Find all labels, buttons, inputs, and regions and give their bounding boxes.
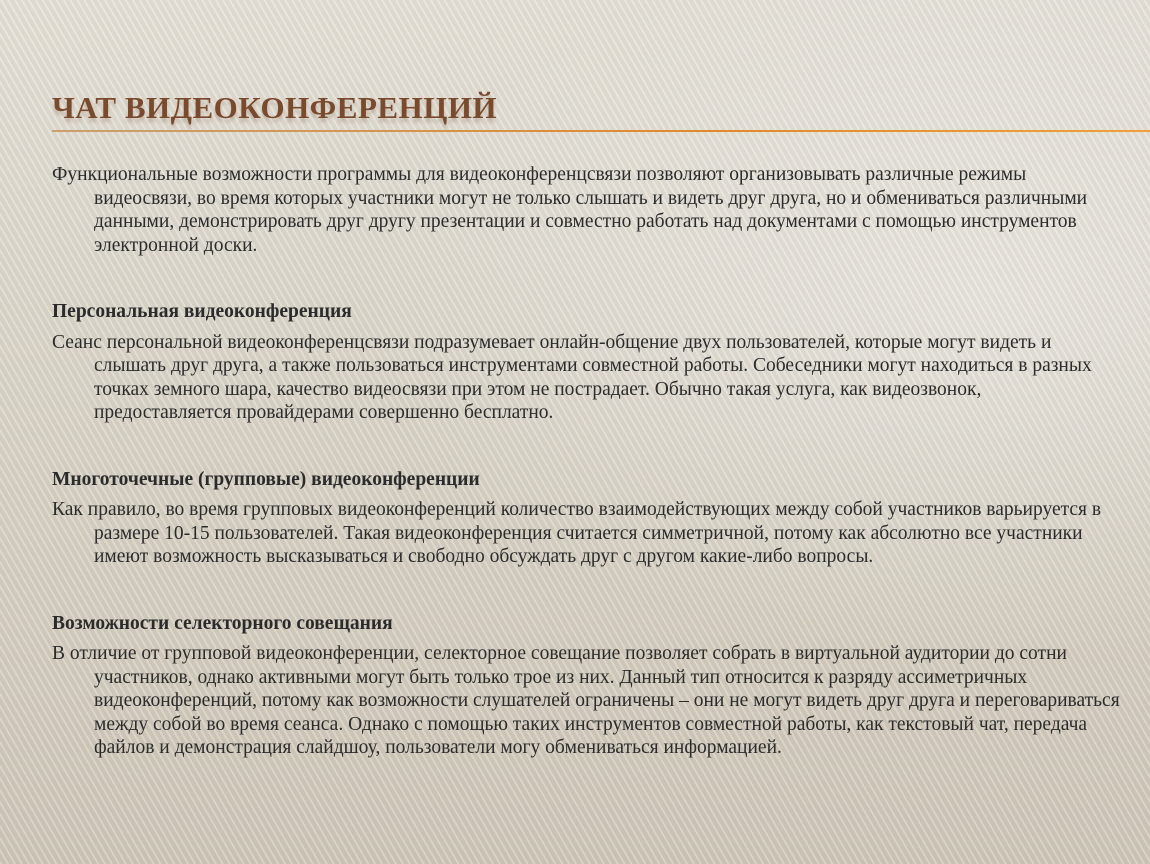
spacer — [52, 569, 1122, 612]
spacer — [52, 257, 1122, 300]
spacer — [52, 425, 1122, 468]
spacer — [52, 324, 1122, 331]
section-text-personal: Сеанс персональной видеоконференцсвязи подразумевает онлайн-общение двух пользователей, которые могут видеть и слышать друг друга, а также пользоваться инструментами совместной работы. Собеседники могут находиться в разных точках земного шара, качество видеосвязи при этом не пострадает. Обычно такая услуга, как видеозвонок, предоставляется провайдерами совершенно бесплатно. — [52, 331, 1092, 423]
intro-paragraph: Функциональные возможности программы для видеоконференцсвязи позволяют организовывать различные режимы видеосвязи, во время которых участники могут не только слышать и видеть друг друга, но и обмениваться различными данными, демонстрировать друг другу презентации и совместно работать над документами с помощью инструментов электронной доски. — [52, 164, 1088, 256]
title-underline — [52, 130, 1150, 132]
slide-title: ЧАТ ВИДЕОКОНФЕРЕНЦИЙ — [52, 90, 498, 125]
slide-body — [52, 163, 1122, 760]
section-heading-group: Многоточечные (групповые) видеоконференции — [52, 468, 480, 490]
section-heading-personal: Персональная видеоконференция — [52, 301, 352, 322]
section-text-selector: В отличие от групповой видеоконференции, селекторное совещание позволяет собрать в виртуальной аудитории до сотни участников, однако активными могут быть только трое из них. Данный тип относится к разряду ассиметричных видеоконференций, потому как возможности слушателей ограничены – они не могут видеть друг друга и переговариваться между собой во время сеанса. Однако с помощью таких инструментов совместной работы, как текстовый чат, передача файлов и демонстрация слайдшоу, пользователи могу обмениваться информацией. — [52, 643, 1120, 758]
spacer — [52, 635, 1122, 642]
spacer — [52, 491, 1122, 498]
section-heading-selector: Возможности селекторного совещания — [52, 612, 393, 634]
section-text-group: Как правило, во время групповых видеоконференций количество взаимодействующих между собой участников варьируется в размере 10-15 пользователей. Такая видеоконференция считается симметричной, потому как абсолютно все участники имеют возможность высказываться и свободно обсуждать друг с другом какие-либо вопросы. — [52, 499, 1102, 567]
